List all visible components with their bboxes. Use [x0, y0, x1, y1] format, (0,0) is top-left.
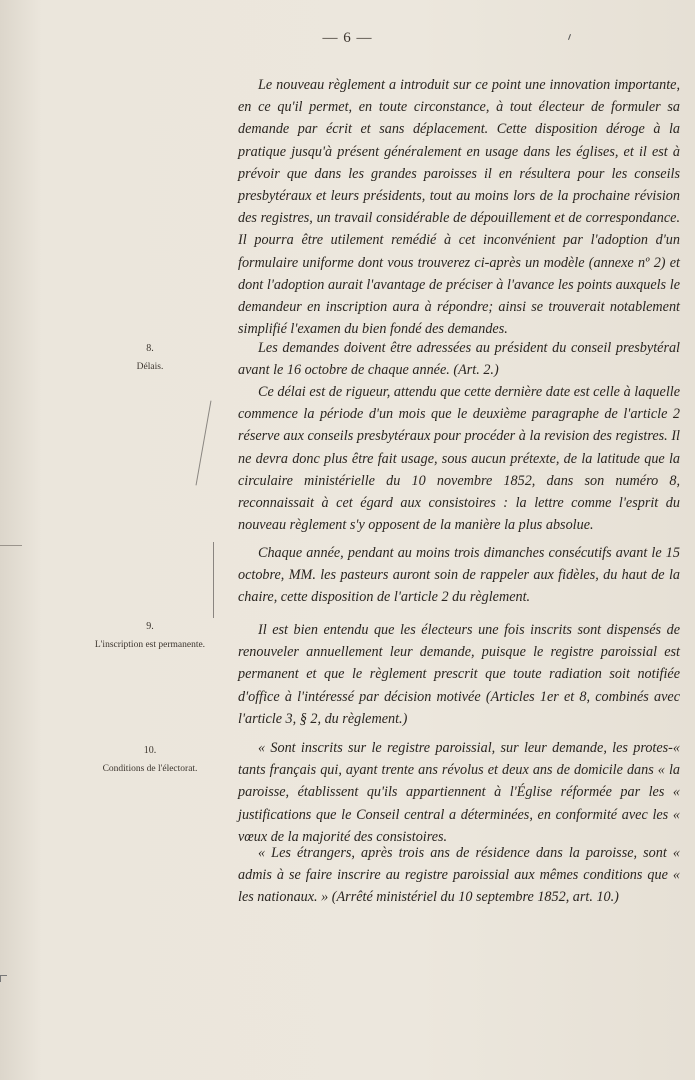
- page-number: — 6 —: [322, 30, 373, 46]
- margin-note-number: 10.: [143, 745, 157, 756]
- margin-note-number: 9.: [146, 621, 154, 632]
- paragraph-2: Les demandes doivent être adressées au président du conseil presbytéral avant le 16 octobre de chaque année. (Art. 2.): [238, 340, 680, 379]
- margin-note-8: [60, 340, 240, 376]
- margin-note-label: Délais.: [136, 362, 164, 372]
- margin-note-label: Conditions de l'électorat.: [102, 764, 198, 774]
- paragraph-1: Le nouveau règlement a introduit sur ce point une innovation importante, en ce qu'il permet, en toute circonstance, à tout électeur de formuler sa demande par écrit et sans déplacement. Cette disposition déroge à la pratique jusqu'à présent généralement en usage dans les églises, et il est à prévoir que dans les grandes paroisses il en résultera pour les conseils presbytéraux et leurs présidents, tout au moins lors de la prochaine révision des registres, un travail considérable de dépouillement et de correspondance. Il pourra être utilement remédié à cet inconvénient par l'adoption d'un formulaire uniforme dont vous trouverez ci-après un modèle (annexe nº 2) et dont l'adoption aurait l'avantage de préciser à l'avance les points auxquels le demandeur en inscription aura à répondre; ainsi se trouverait notablement simplifié l'examen du bien fondé des demandes.: [238, 77, 680, 338]
- paragraph-7: « Les étrangers, après trois ans de résidence dans la paroisse, sont « admis à se faire inscrire au registre paroissial aux mêmes conditions que « les nationaux. » (Arrêté ministériel du 10 septembre 1852, art. 10.): [238, 845, 680, 906]
- pencil-mark: [213, 542, 214, 618]
- margin-note-label: L'inscription est permanente.: [94, 640, 206, 650]
- paragraph-5: Il est bien entendu que les électeurs une fois inscrits sont dispensés de renouveler annuellement leur demande, puisque le registre paroissial est permanent et que le règlement prescrit que toute radiation soit notifiée d'office à l'intéressé par décision motivée (Articles 1er et 8, combinés avec l'article 3, § 2, du règlement.): [238, 622, 680, 727]
- paragraph-6: « Sont inscrits sur le registre paroissial, sur leur demande, les protes-« tants français qui, ayant trente ans révolus et deux ans de domicile dans « la paroisse, établissent qu'ils appartiennent à l'Église réformée par les « justifications que le Conseil central a déterminées, en conformité avec les « vœux de la majorité des consistoires.: [238, 740, 680, 845]
- margin-note-number: 8.: [146, 343, 154, 354]
- margin-note-10: [60, 742, 240, 778]
- paragraph-4: Chaque année, pendant au moins trois dimanches consécutifs avant le 15 octobre, MM. les pasteurs auront soin de rappeler aux fidèles, du haut de la chaire, cette disposition de l'article 2 du règlement.: [238, 545, 680, 606]
- edge-line: [0, 545, 22, 546]
- paragraph-3: Ce délai est de rigueur, attendu que cette dernière date est celle à laquelle commence la période d'un mois que le deuxième paragraphe de l'article 2 réserve aux conseils presbytéraux pour procéder à la revision des registres. Il ne devra donc plus être fait usage, sous aucun prétexte, de la latitude que la circulaire ministérielle du 10 novembre 1852, dans son numéro 8, reconnaissait à cet égard aux consistoires : la lettre comme l'esprit du nouveau règlement s'y opposent de la manière la plus absolue.: [238, 384, 680, 534]
- margin-note-9: [60, 618, 240, 654]
- pencil-mark: [196, 401, 212, 486]
- edge-mark: [0, 975, 7, 982]
